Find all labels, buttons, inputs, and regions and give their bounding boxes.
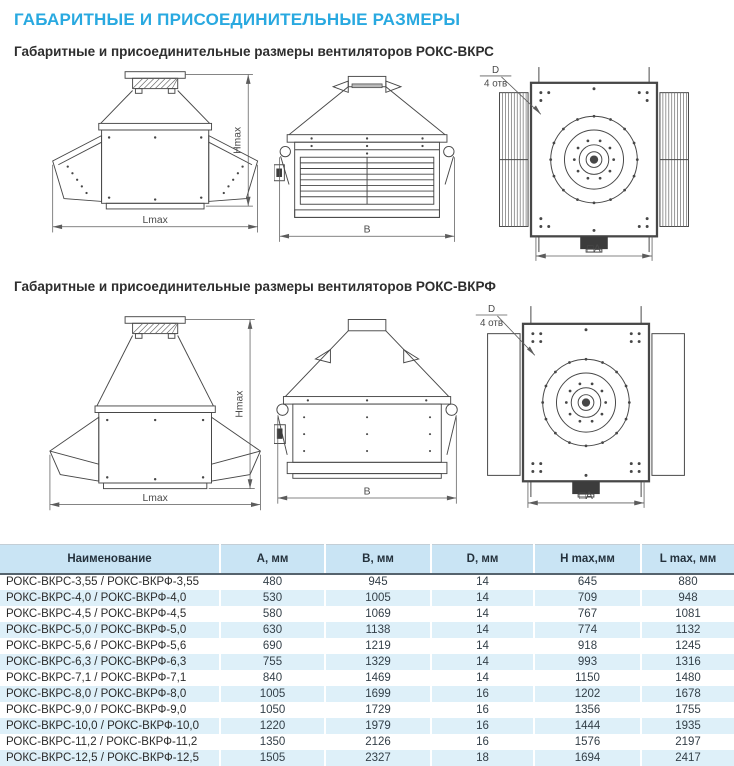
vkrs-side-view-drawing — [16, 67, 268, 255]
table-row — [0, 622, 734, 638]
square-a-dimension-label: □A — [587, 243, 601, 256]
holes-count-label: 4 отв — [479, 317, 504, 329]
model-name-cell: РОКС-ВКРС-9,0 / РОКС-ВКРФ-9,0 — [6, 703, 187, 716]
dimension-value-cell: 840 — [220, 670, 325, 686]
d-dimension-label: D — [492, 64, 500, 76]
column-header: D, мм — [431, 545, 534, 574]
dimension-value-cell: 1219 — [325, 638, 431, 654]
dimensions-table — [0, 544, 734, 766]
dimension-value-cell: 1329 — [325, 654, 431, 670]
dimension-value-cell: 1694 — [534, 750, 641, 766]
dimension-value-cell: 1069 — [325, 606, 431, 622]
table-body — [0, 574, 734, 766]
drawings-row-vkrf — [0, 300, 734, 528]
dimension-value-cell: 14 — [431, 654, 534, 670]
holes-count-label: 4 отв — [484, 78, 508, 90]
dimension-value-cell: 1005 — [325, 590, 431, 606]
dimension-value-cell: 530 — [220, 590, 325, 606]
dimension-value-cell: 1150 — [534, 670, 641, 686]
model-name-cell: РОКС-ВКРС-5,6 / РОКС-ВКРФ-5,6 — [6, 639, 187, 652]
column-header: A, мм — [220, 545, 325, 574]
hmax-dimension-label: Hmax — [232, 126, 244, 154]
column-header: B, мм — [325, 545, 431, 574]
dimension-value-cell: 14 — [431, 590, 534, 606]
dimension-value-cell: 18 — [431, 750, 534, 766]
table-header-row — [0, 545, 734, 574]
b-dimension-label: B — [363, 486, 371, 498]
vkrf-front-view-drawing — [274, 312, 462, 514]
model-name-cell: РОКС-ВКРС-4,0 / РОКС-ВКРФ-4,0 — [0, 590, 220, 606]
dimension-value-cell: 580 — [220, 606, 325, 622]
dimension-value-cell: 755 — [220, 654, 325, 670]
dimension-value-cell: 14 — [431, 670, 534, 686]
model-name-cell: РОКС-ВКРС-6,3 / РОКС-ВКРФ-6,3 — [0, 654, 220, 670]
vkrs-top-view-drawing — [470, 63, 718, 265]
column-header: L max, мм — [641, 545, 734, 574]
dimension-value-cell: 1245 — [641, 638, 734, 654]
drawings-row-vkrs — [0, 63, 734, 269]
dimension-value-cell: 2417 — [641, 750, 734, 766]
hmax-dimension-label: Hmax — [234, 390, 246, 418]
model-name-cell: РОКС-ВКРС-4,5 / РОКС-ВКРФ-4,5 — [6, 607, 187, 620]
dimension-value-cell: 1350 — [220, 734, 325, 750]
dimension-value-cell: 767 — [534, 606, 641, 622]
table-row — [0, 702, 734, 718]
vkrf-top-view-drawing — [462, 300, 710, 512]
table-row — [0, 734, 734, 750]
model-name-cell: РОКС-ВКРС-11,2 / РОКС-ВКРФ-11,2 — [6, 735, 198, 748]
dimension-value-cell: 16 — [431, 734, 534, 750]
table-row — [0, 670, 734, 686]
dimension-value-cell: 1316 — [641, 654, 734, 670]
dimension-value-cell: 14 — [431, 622, 534, 638]
dimension-value-cell: 1444 — [534, 718, 641, 734]
section-subtitle-vkrf: Габаритные и присоединительные размеры вентиляторов РОКС-ВКРФ — [14, 279, 496, 294]
page-title: ГАБАРИТНЫЕ И ПРИСОЕДИНИТЕЛЬНЫЕ РАЗМЕРЫ — [14, 10, 461, 29]
dimension-value-cell: 2197 — [641, 734, 734, 750]
dimension-value-cell: 993 — [534, 654, 641, 670]
dimension-value-cell: 948 — [641, 590, 734, 606]
table-row — [0, 686, 734, 702]
model-name-cell: РОКС-ВКРС-3,55 / РОКС-ВКРФ-3,55 — [6, 576, 200, 588]
vkrs-front-view-drawing — [274, 67, 462, 255]
square-a-dimension-label: □A — [579, 490, 593, 502]
dimension-value-cell: 945 — [325, 574, 431, 590]
lmax-dimension-label: Lmax — [142, 492, 168, 504]
dimension-value-cell: 630 — [220, 622, 325, 638]
dimension-value-cell: 1005 — [220, 686, 325, 702]
dimension-value-cell: 14 — [431, 574, 534, 590]
vkrf-side-view-drawing — [16, 312, 268, 514]
model-name-cell: РОКС-ВКРС-8,0 / РОКС-ВКРФ-8,0 — [0, 686, 220, 702]
dimension-value-cell: 2126 — [325, 734, 431, 750]
dimension-value-cell: 16 — [431, 702, 534, 718]
dimension-value-cell: 1678 — [641, 686, 734, 702]
dimension-value-cell: 1480 — [641, 670, 734, 686]
b-dimension-label: B — [363, 224, 371, 236]
table-row — [0, 654, 734, 670]
dimension-value-cell: 1729 — [325, 702, 431, 718]
lmax-dimension-label: Lmax — [142, 215, 168, 227]
dimension-value-cell: 1220 — [220, 718, 325, 734]
dimension-value-cell: 2327 — [325, 750, 431, 766]
dimension-value-cell: 1081 — [641, 606, 734, 622]
dimension-value-cell: 14 — [431, 638, 534, 654]
dimension-value-cell: 1699 — [325, 686, 431, 702]
table-row — [0, 590, 734, 606]
dimension-value-cell: 1576 — [534, 734, 641, 750]
section-subtitle-vkrs: Габаритные и присоединительные размеры вентиляторов РОКС-ВКРС — [14, 44, 494, 59]
table-row — [0, 606, 734, 622]
column-header: H max,мм — [534, 545, 641, 574]
dimension-value-cell: 14 — [431, 606, 534, 622]
model-name-cell: РОКС-ВКРС-7,1 / РОКС-ВКРФ-7,1 — [6, 671, 187, 684]
dimension-value-cell: 1469 — [325, 670, 431, 686]
table-row — [0, 718, 734, 734]
dimension-value-cell: 774 — [534, 622, 641, 638]
table-row — [0, 638, 734, 654]
dimension-value-cell: 1935 — [641, 718, 734, 734]
table-row — [0, 574, 734, 590]
dimension-value-cell: 880 — [641, 574, 734, 590]
dimension-value-cell: 1050 — [220, 702, 325, 718]
dimension-value-cell: 480 — [220, 574, 325, 590]
dimension-value-cell: 1138 — [325, 622, 431, 638]
dimension-value-cell: 16 — [431, 718, 534, 734]
dimension-value-cell: 690 — [220, 638, 325, 654]
dimension-value-cell: 1505 — [220, 750, 325, 766]
dimension-value-cell: 16 — [431, 686, 534, 702]
model-name-cell: РОКС-ВКРС-12,5 / РОКС-ВКРФ-12,5 — [0, 750, 220, 766]
d-dimension-label: D — [487, 304, 496, 316]
dimension-value-cell: 709 — [534, 590, 641, 606]
dimension-value-cell: 1132 — [641, 622, 734, 638]
model-name-cell: РОКС-ВКРС-10,0 / РОКС-ВКРФ-10,0 — [0, 718, 220, 734]
column-header: Наименование — [0, 545, 220, 574]
dimension-value-cell: 1202 — [534, 686, 641, 702]
dimension-value-cell: 1356 — [534, 702, 641, 718]
dimension-value-cell: 1755 — [641, 702, 734, 718]
dimension-value-cell: 1979 — [325, 718, 431, 734]
dimension-value-cell: 918 — [534, 638, 641, 654]
dimension-value-cell: 645 — [534, 574, 641, 590]
model-name-cell: РОКС-ВКРС-5,0 / РОКС-ВКРФ-5,0 — [0, 622, 220, 638]
